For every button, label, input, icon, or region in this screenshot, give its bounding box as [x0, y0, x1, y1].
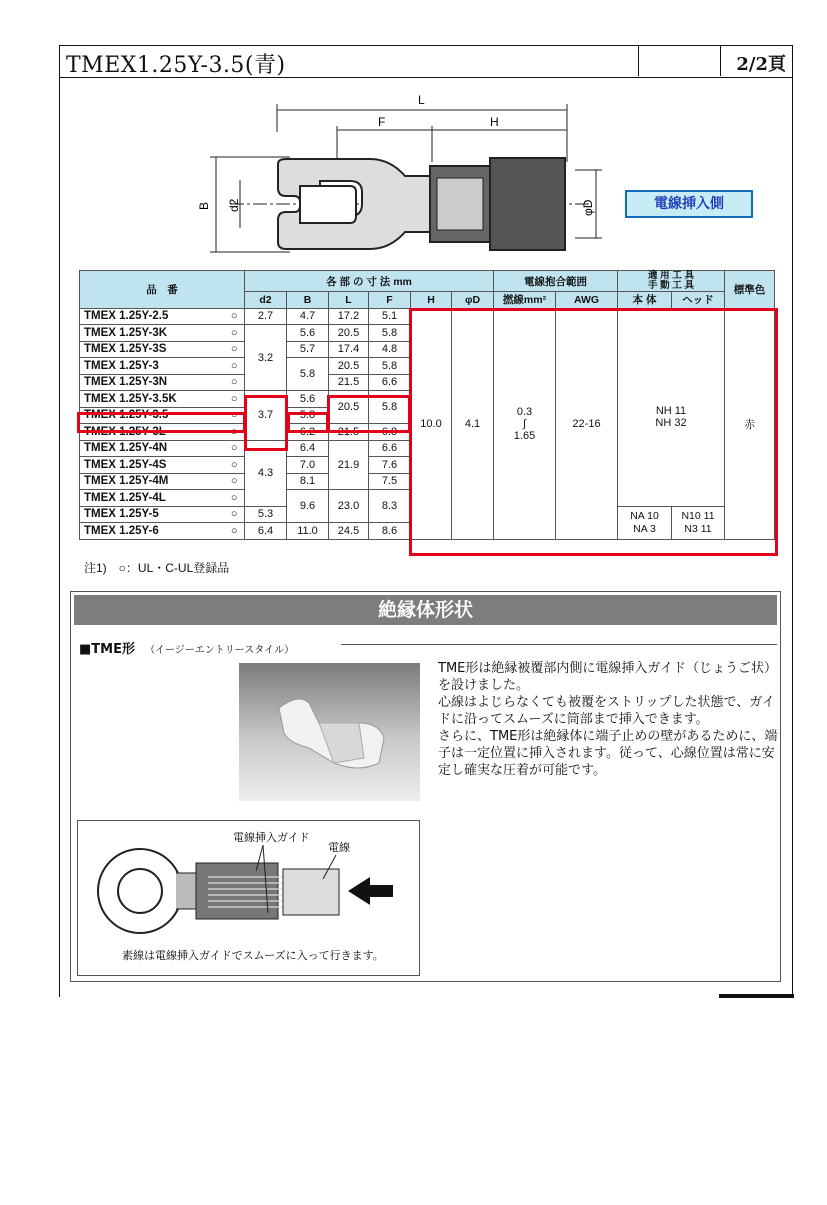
guide-label: 電線挿入ガイド	[233, 832, 310, 844]
dim-label-F: F	[378, 115, 386, 129]
title-bar	[60, 46, 792, 78]
dim-label-d2: d2	[227, 198, 241, 212]
header-tools: 適 用 工 具 手 動 工 具	[618, 271, 725, 292]
header-awg: AWG	[556, 292, 618, 309]
footer-bar	[719, 994, 794, 998]
table-row: TMEX 1.25Y-4S ○ 7.0 7.6	[80, 457, 775, 474]
cell-tools: NH 11 NH 32	[618, 308, 725, 506]
section-header: 絶縁体形状	[74, 595, 777, 625]
cell-mm2: 0.3 ∫ 1.65	[494, 308, 556, 539]
header-F: F	[369, 292, 411, 309]
cell-color: 赤	[725, 308, 775, 539]
table-row: TMEX 1.25Y-3K ○ 3.2 5.6 20.5 5.8	[80, 325, 775, 342]
table-row: TMEX 1.25Y-3S ○ 5.7 17.4 4.8	[80, 341, 775, 358]
tme-description: TME形は絶縁被覆部内側に電線挿入ガイド（じょうご状）を設けました。 心線はよじらなくても被覆をストリップした状態で、ガイドに沿ってスムーズに筒部まで挿入できます。 さらに、TME形は絶縁体に端子止めの壁があるために、端子は一定位置に挿入されます。従って、心線位置は常に安定し確実な圧着が可能です。	[438, 661, 778, 778]
divider	[341, 644, 777, 645]
header-L: L	[329, 292, 369, 309]
table-row: TMEX 1.25Y-2.5 ○ 2.7 4.7 17.2 5.1 10.0 4.1 0.3 ∫ 1.65 22-16 NH 11 NH 32 赤	[80, 308, 775, 325]
cell-H: 10.0	[411, 308, 452, 539]
header-H: H	[411, 292, 452, 309]
dim-label-phiD: φD	[581, 199, 595, 216]
table-row: TMEX 1.25Y-3 ○ 5.8 20.5 5.8	[80, 358, 775, 375]
terminal-drawing	[190, 92, 630, 262]
table-row: TMEX 1.25Y-3N ○ 21.5 6.6	[80, 374, 775, 391]
table-row: TMEX 1.25Y-3.5K ○ 3.7 5.6 20.5 5.8	[80, 391, 775, 408]
tme-title: ■TME形 （イージーエントリースタイル）	[79, 642, 295, 657]
header-dims: 各 部 の 寸 法 mm	[245, 271, 494, 292]
highlight-d2	[244, 395, 288, 451]
document-title: TMEX1.25Y-3.5(青)	[66, 53, 286, 78]
sleeve	[490, 158, 565, 250]
highlight-right-columns	[409, 308, 778, 556]
header-head: ヘッド	[672, 292, 725, 309]
table-row: TMEX 1.25Y-4L ○ 9.6 23.0 8.3	[80, 490, 775, 507]
table-row: TMEX 1.25Y-5 ○ 5.3 NA 10 NA 3 N10 11 N3 11	[80, 506, 775, 523]
header-body: 本 体	[618, 292, 672, 309]
diagram-caption: 素線は電線挿入ガイドでスムーズに入って行きます。	[122, 950, 384, 962]
page-number: 2/2頁	[736, 54, 786, 75]
wire-insertion-side-label: 電線挿入側	[625, 190, 753, 218]
highlight-part-number	[77, 412, 246, 433]
title-divider	[720, 46, 721, 76]
table-row: TMEX 1.25Y-6 ○ 6.4 11.0 24.5 8.6	[80, 523, 775, 540]
highlight-B	[287, 412, 329, 433]
dim-label-B: B	[197, 201, 211, 210]
header-wire: 電線抱合範囲	[494, 271, 618, 292]
table-row: TMEX 1.25Y-3.5 ○ 5.8	[80, 407, 775, 424]
table-row: TMEX 1.25Y-4M ○ 8.1 7.5	[80, 473, 775, 490]
header-d2: d2	[245, 292, 287, 309]
terminal-photo	[239, 663, 420, 801]
fork-slot	[300, 186, 356, 223]
ul-mark: ○	[225, 308, 245, 325]
header-mm2: 撚線mm²	[494, 292, 556, 309]
ul-note: 注1) ○：UL・C-UL登録品	[84, 561, 230, 575]
wire-label: 電線	[328, 842, 350, 854]
cell-awg: 22-16	[556, 308, 618, 539]
header-B: B	[287, 292, 329, 309]
header-color: 標準色	[725, 271, 775, 309]
header-part-no: 品 番	[80, 271, 245, 309]
insertion-diagram	[77, 820, 420, 976]
dim-label-H: H	[490, 115, 499, 129]
cell-tool-na: NA 10 NA 3	[618, 506, 672, 539]
table-row: TMEX 1.25Y-3L ○ 6.2 21.5 6.8	[80, 424, 775, 441]
dim-label-L: L	[418, 93, 425, 107]
cell-phiD: 4.1	[452, 308, 494, 539]
cell-tool-n: N10 11 N3 11	[672, 506, 725, 539]
title-divider	[638, 46, 639, 76]
highlight-L-F	[327, 395, 411, 433]
insulation-section	[70, 591, 781, 982]
header-phiD: φD	[452, 292, 494, 309]
table-row: TMEX 1.25Y-4N ○ 4.3 6.4 21.9 6.6	[80, 440, 775, 457]
